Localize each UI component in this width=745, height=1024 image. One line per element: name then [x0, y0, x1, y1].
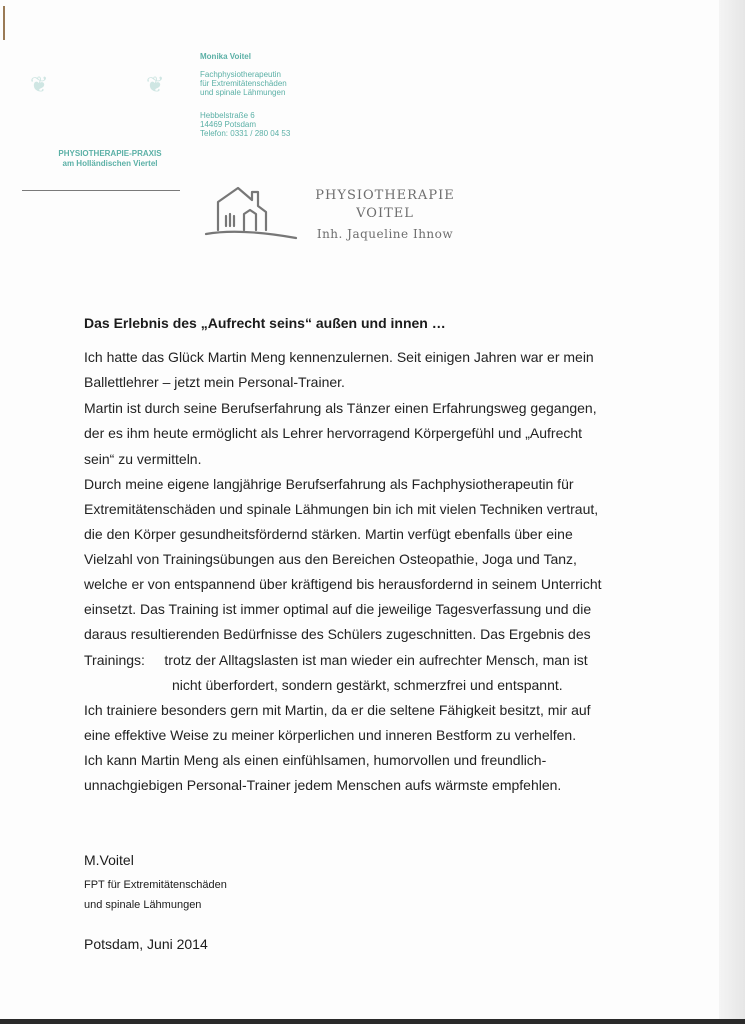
signature-name: M.Voitel — [84, 852, 134, 868]
house-icon — [200, 184, 300, 244]
practice-stamp — [30, 149, 190, 169]
letter-subject: Das Erlebnis des „Aufrecht seins“ außen und innen … — [84, 315, 446, 331]
body-line: Vielzahl von Trainingsübungen aus den Bereichen Osteopathie, Joga und Tanz, — [84, 551, 577, 567]
signature-title: und spinale Lähmungen — [84, 899, 202, 911]
body-line: Extremitätenschäden und spinale Lähmungen bin ich mit vielen Techniken vertraut, — [84, 501, 599, 517]
body-line: die den Körper gesundheitsfördernd stärken. Martin verfügt ebenfalls über eine — [84, 526, 573, 542]
body-line: eine effektive Weise zu meiner körperlichen und inneren Bestform zu verhelfen. — [84, 727, 577, 743]
place-date: Potsdam, Juni 2014 — [84, 936, 208, 952]
body-line-indented: nicht überfordert, sondern gestärkt, schmerzfrei und entspannt. — [172, 677, 563, 693]
body-line: Ich trainiere besonders gern mit Martin, da er die seltene Fähigkeit besitzt, mir auf — [84, 702, 591, 718]
faint-seal-icon: ❦ — [30, 72, 49, 97]
sender-title-line: Fachphysiotherapeutin — [200, 70, 281, 79]
body-line: Ballettlehrer – jetzt mein Personal-Trainer. — [84, 374, 345, 390]
brand-name: VOITEL — [356, 206, 414, 221]
faint-seal-icon: ❦ — [146, 72, 165, 97]
body-line: unnachgiebigen Personal-Trainer jedem Menschen aufs wärmste empfehlen. — [84, 777, 562, 793]
body-line: Durch meine eigene langjährige Berufserfahrung als Fachphysiotherapeutin für — [84, 476, 574, 492]
brand-title: PHYSIOTHERAPIE — [315, 188, 455, 203]
practice-name: PHYSIOTHERAPIE-PRAXIS — [58, 149, 162, 158]
scan-mark — [3, 6, 5, 40]
divider-line — [22, 190, 180, 191]
practice-location: am Holländischen Viertel — [62, 159, 158, 168]
body-line: einsetzt. Das Training ist immer optimal auf die jeweilige Tagesverfassung und die — [84, 601, 592, 617]
body-line: der es ihm heute ermöglicht als Lehrer hervorragend Körpergefühl und „Aufrecht — [84, 425, 583, 441]
body-line: welche er von entspannend über kräftigend bis herausfordernd in seinem Unterricht — [84, 576, 602, 592]
phone-line: Telefon: 0331 / 280 04 53 — [200, 129, 291, 138]
sender-title-line: und spinale Lähmungen — [200, 88, 286, 97]
address-line: 14469 Potsdam — [200, 120, 257, 129]
address-line: Hebbelstraße 6 — [200, 111, 255, 120]
body-line: Trainings: trotz der Alltagslasten ist man wieder ein aufrechter Mensch, man ist — [84, 652, 588, 668]
scan-edge — [719, 0, 745, 1024]
body-line: sein“ zu vermitteln. — [84, 451, 202, 467]
scan-edge — [0, 1019, 745, 1024]
body-line: Ich hatte das Glück Martin Meng kennenzulernen. Seit einigen Jahren war er mein — [84, 349, 594, 365]
sender-name: Monika Voitel — [200, 52, 251, 61]
body-line: daraus resultierenden Bedürfnisse des Schülers zugeschnitten. Das Ergebnis des — [84, 626, 591, 642]
body-line: Ich kann Martin Meng als einen einfühlsamen, humorvollen und freundlich- — [84, 752, 547, 768]
sender-title-line: für Extremitätenschäden — [200, 79, 287, 88]
signature-title: FPT für Extremitätenschäden — [84, 879, 227, 891]
body-line: Martin ist durch seine Berufserfahrung als Tänzer einen Erfahrungsweg gegangen, — [84, 400, 597, 416]
brand-owner: Inh. Jaqueline Ihnow — [316, 227, 454, 241]
